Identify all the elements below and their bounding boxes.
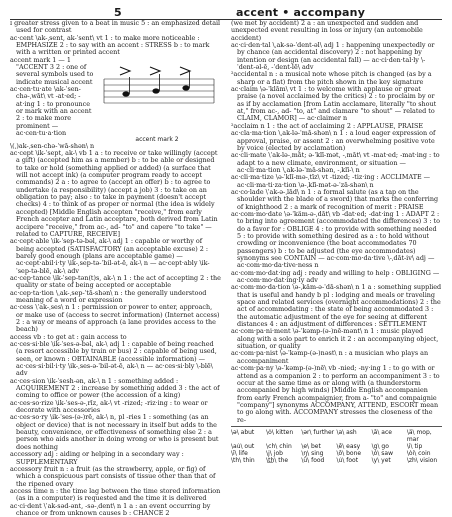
entry: ac·com·mo·dat·ing adj : ready and willing to help : OBLIGING — ac·com·mo·dat·ing·ly adv — [231, 268, 440, 285]
pron-key-cell: \zh\ vision — [406, 456, 438, 464]
entry: ɪ greater stress given to a beat in music 5 : an emphasized detail used for contrast — [10, 19, 221, 35]
entry: ac·cli·mate \ˈak-lə-ˌmāt; ə-ˈklī-mət, -ˌmāt\ vt -mat·ed; -mat·ing : to adapt to a new climate, environment, or situation — ac·cli·ma·tion \ˌak-lə-ˈmā-shən, -ˌklī-\ n — [231, 151, 440, 174]
pron-key-cell: \g\ go — [371, 442, 389, 450]
pron-key-cell: \ə\ abut — [231, 428, 255, 436]
entry: ac·ci·dent \ˈak-səd-ənt, -sə-ˌdent\ n 1 a : an event occurring by chance or from unknown causes b : CHANCE 2 — [10, 501, 211, 517]
pron-key-cell: \a\ ash — [336, 428, 357, 436]
entry: ac·ci·den·tal \ˌak-sə-ˈdent-əl\ adj 1 : happening unexpectedly or by chance (an accidental discovery) 2 : not happening by intention or design (an accidental fall) — ac·ci·den·tal·ly \-ˈdent-əl-ē, -ˈdent-lē\ adv — [231, 41, 435, 72]
entry: ac·ces·sion \ik-ˈsesh-ən, ak-\ n 1 : something added : ACQUIREMENT 2 : increase by something added 3 : the act of coming to office or power (the accession of a king) — [10, 376, 220, 400]
pron-key-cell: \ch\ chin — [266, 442, 292, 450]
pron-key-cell: \ər\ further — [301, 428, 335, 436]
entry: accessory adj : aiding or helping in a secondary way : SUPPLEMENTARY — [10, 450, 184, 466]
entry: \(ˌ)ak-ˌsen-chə-ˈwā-shən\ n — [10, 141, 95, 150]
entry: ac·cept \ik-ˈsept, ak-\ vb 1 a : to receive or take willingly (accept a gift) (accepted him as a member) b : to be able or designed to take or hold (something applied or added) (a surface that will not accept ink) (a computer program ready to accept commands) 2 a : to agree to (accept an offer) b : to agree to undertake (a responsibility) (accept a job) 3 : to take on an obligation to pay; also : to take in payment (doesn't accept checks) 4 : to think of as proper or normal (the idea is widely accepted) [Middle English accepten "receive," from early French accepter and Latin acceptare, both derived from Latin accipere "receive," from ac-, ad- "to" and capere "to take" — related to CAPTURE, RECEIVE] — [10, 149, 218, 238]
entry: access vb : to get at : gain access to — [10, 332, 127, 341]
music-staff-svg — [98, 57, 216, 135]
entry: ac·cli·ma·tize \ə-ˈklī-mə-ˌtīz\ vt -tized; -tiz·ing : ACCLIMATE — ac·cli·ma·ti·za·tion \ə-ˌklī-mət-ə-ˈzā-shən\ n — [231, 173, 431, 189]
right-column — [231, 19, 442, 464]
entry: ac·cess \ˈak-ˌses\ n 1 : permission or power to enter, approach, or make use of (access to secret information) (Internet access) 2 : a way or means of approach (a lane provides access to the beach) — [10, 303, 220, 334]
pron-key-cell: \ā\ ace — [371, 428, 392, 436]
pron-key-cell: \au̇\ out — [231, 442, 255, 450]
pron-key-cell: \y\ yet — [371, 456, 391, 464]
entry: access time n : the time lag between the time stored information (as in a computer) is requested and the time it is delivered — [10, 486, 221, 503]
pron-key-cell: \t͟h\ the — [266, 456, 289, 464]
entry: ac·cen·tu·ate \ak-ˈsen-chə-ˌwāt\ vt -at·ed; -at·ing 1 : to pronounce or mark with an accent 2 : to make more prominent — ac·cen·tu·a·tion — [10, 85, 92, 138]
pron-key-cell: \ü\ food — [301, 456, 325, 464]
entry: ac·cep·ta·tion \ˌak-ˌsep-ˈtā-shən\ n : the generally understood meaning of a word or expression — [10, 288, 207, 304]
guide-words: accent • accompany — [236, 6, 366, 19]
entry: (we met by accident) 2 a : an unexpected and sudden and unexpected event resulting in loss or injury (an automobile accident) — [231, 19, 423, 42]
pron-key-cell: \ō\ bone — [336, 449, 362, 457]
entry: ²acclaim n 1 : the act of acclaiming 2 : APPLAUSE, PRAISE — [231, 121, 424, 130]
pronunciation-key — [231, 426, 442, 464]
entry: ac·co·lade \ˈak-ə-ˌlād\ n 1 : a formal salute (as a tap on the shoulder with the blade of a sword) that marks the conferring of knighthood 2 : a mark of recognition of merit : PRAISE — [231, 187, 439, 211]
pron-key-cell: \ŋ\ sing — [301, 449, 324, 457]
entry: ac·ces·si·ble \ik-ˈses-ə-bəl, ak-\ adj 1 : capable of being reached (a resort accessible by train or bus) 2 : capable of being used, seen, or known : OBTAINABLE (accessible information) — ac·ces·si·bil·i·ty \ik-ˌses-ə-ˈbil-ət-ē, ak-\ n — ac·ces·si·bly \-blē\ adv — [10, 340, 217, 378]
pron-key-cell: \ē\ easy — [336, 442, 361, 450]
pron-key-cell: \ȯ\ saw — [371, 449, 393, 457]
entry: ac·com·pa·nist \ə-ˈkəmp-(ə-)nəst\ n : a musician who plays an accompaniment — [231, 349, 429, 365]
entry: accent mark 1 — 1 "ACCENT 3 2 : one of several symbols used to indicate musical accent — [10, 55, 94, 86]
music-staff-illustration — [98, 57, 216, 143]
entry: ac·com·mo·da·tion \ə-ˌkäm-ə-ˈdā-shən\ n 1 a : something supplied that is useful and handy b pl : lodging and meals or traveling space and related services (overnight accommodations) 2 : the act of accommodating : the state of being accommodated 3 : the automatic adjustment of the eye for seeing at different distances 4 : an adjustment of differences : SETTLEMENT — [231, 283, 442, 329]
figure-text — [10, 57, 94, 138]
left-column — [10, 19, 221, 517]
entry: ac·cep·tance \ik-ˈsep-tən(t)s, ak-\ n 1 : the act of accepting 2 : the quality or state of being accepted or acceptable — [10, 273, 221, 290]
entry: ac·ces·so·rize \ik-ˈses-ə-ˌrīz, ak-\ vt -rized; -riz·ing : to wear or decorate with accessories — [10, 398, 208, 415]
entry: ac·com·mo·date \ə-ˈkäm-ə-ˌdāt\ vb -dat·ed; -dat·ing 1 : ADAPT 2 : to bring into agreement (accommodated the differences) 3 : to do a favor for : OBLIGE 4 : to provide with something needed 5 : to provide with something desired as a : to hold without crowding or inconvenience (the boat accommodates 70 passengers) b : to be adjusted (the eye accommodates) synonyms see CONTAIN — ac·com·mo·da·tive \-ˌdāt-iv\ adj — ac·com·mo·da·tive·ness n — [231, 209, 440, 270]
entry: ac·com·pa·ny \ə-ˈkəmp-(ə-)nē\ vb -nied; -ny·ing 1 : to go with or attend as a companion 2 : to perform an accompaniment 3 : to occur at the same time as or along with (a thunderstorm accompanied by high winds) [Middle English accompanien from early French acompaignier, from a- "to" and compaignie "company"] synonyms ACCOMPANY, ATTEND, ESCORT mean to go along with. ACCOMPANY stresses the closeness of the re- — [231, 364, 440, 424]
entry: ²accidental n : a musical note whose pitch is changed (as by a sharp or a flat) from the pitch shown in the key signature — [231, 70, 432, 86]
pron-key-cell: \ä\ mop, mar — [406, 428, 432, 443]
pron-key-cell: \u̇\ foot — [336, 456, 359, 464]
entry: ac·cept·able \ik-ˈsep-tə-bəl, ak-\ adj 1 : capable or worthy of being accepted (SATISFACTORY (an acceptable excuse) 2 : barely good enough (plans are acceptable game) — ac·cept·abil·i·ty \ik-ˌsep-tə-ˈbil-ət-ē, ak-\ n — ac·cept·ably \ik-ˈsep-tə-blē, ak-\ adv — [10, 237, 210, 275]
pron-key-cell: \ȯi\ coin — [406, 449, 431, 457]
figure-caption: accent mark 2 — [135, 135, 179, 143]
entry: ac·ces·so·ry \ik-ˈses-(ə-)rē, ak-\ n, pl -ries 1 : something (as an object or device) that is not necessary in itself but adds to the beauty, convenience, or effectiveness of something else 2 : a person who aids another in doing wrong or who is present but does nothing — [10, 413, 219, 451]
entry: accessory fruit n : a fruit (as the strawberry, apple, or fig) of which a conspicuous part consists of tissue other than that of the ripened ovary — [10, 464, 216, 488]
entry: ac·com·pa·ni·ment \ə-ˈkəmp-(ə-)nē-mənt\ n 1 : music played along with a solo part to enrich it 2 : an accompanying object, situation, or quality — [231, 327, 439, 351]
entry: ac·cla·ma·tion \ˌak-lə-ˈmā-shən\ n 1 : a loud eager expression of approval, praise, or assent 2 : an overwhelming positive vote by voice (elected by acclamation) — [231, 129, 436, 152]
pron-key-cell: \j\ job — [266, 449, 283, 457]
pron-key-cell: \e\ bet — [301, 442, 321, 450]
pron-key-cell: \th\ thin — [231, 456, 255, 464]
page-header — [10, 4, 442, 20]
accent-mark-figure — [10, 57, 221, 143]
page-number: 5 — [114, 6, 122, 19]
pron-key-cell: \ȯ\ kitten — [266, 428, 294, 436]
entry: ac·claim \ə-ˈklām\ vt 1 : to welcome with applause or great praise (a novel acclaimed by the critics) 2 : to proclaim by or as if by acclamation [from Latin acclamare, literally "to shout at," from ac-, ad- "to, at" and clamare "to shout" — related to CLAIM, CLAMOR] — ac·claimer n — [231, 85, 437, 123]
entry: ac·cent \ak-ˌsent, ak-ˈsent\ vt 1 : to make more noticeable : EMPHASIZE 2 : to say with an accent : STRESS b : to mark with a written or printed accent — [10, 33, 210, 57]
entry-columns — [10, 19, 442, 517]
pron-key-cell: \i\ tip — [406, 442, 423, 450]
pron-key-cell: \ī\ life — [231, 449, 248, 457]
